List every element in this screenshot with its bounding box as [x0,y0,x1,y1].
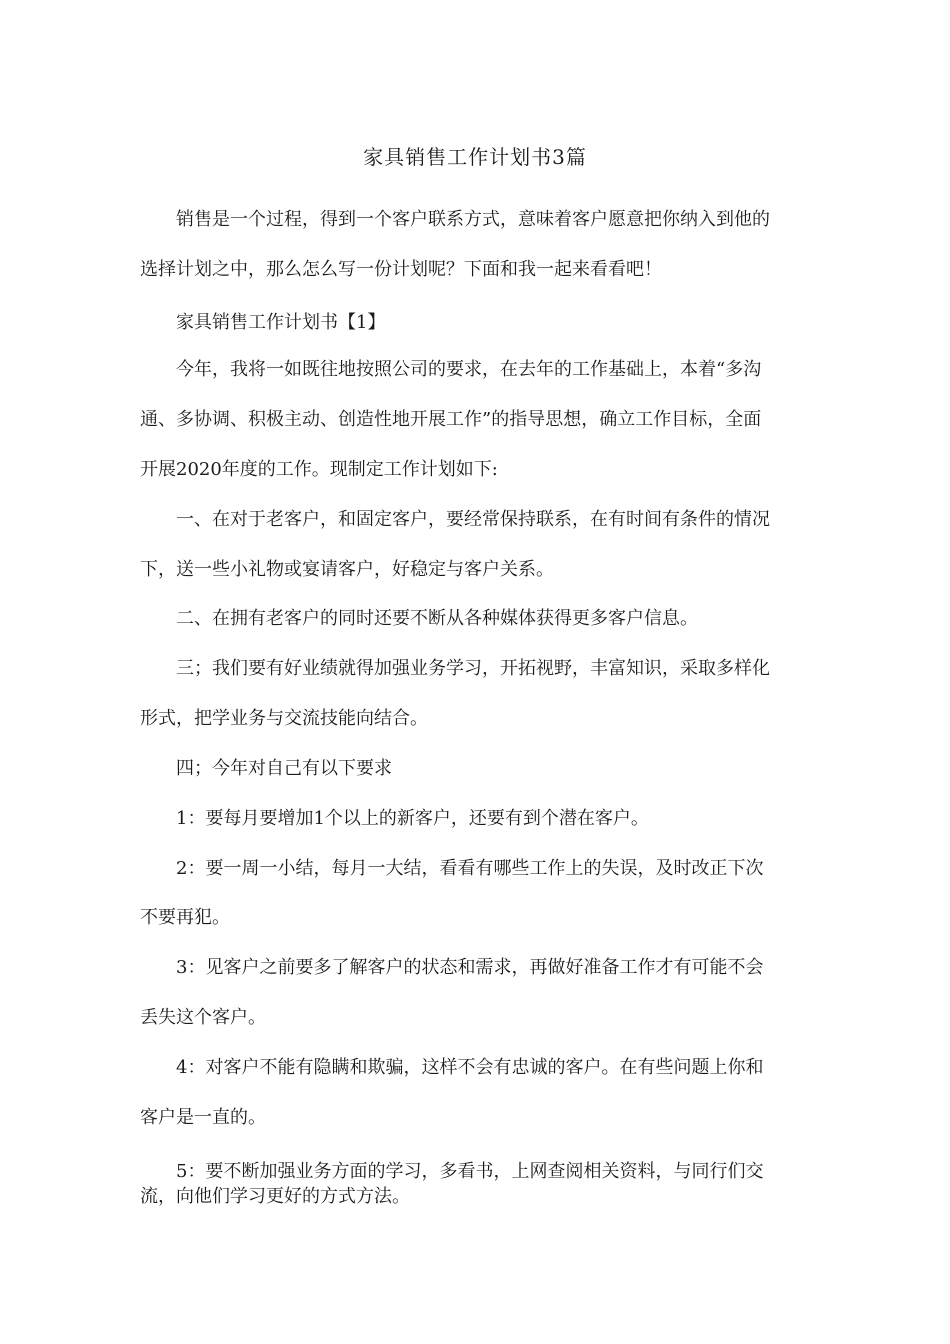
document-title: 家具销售工作计划书3篇 [363,145,587,169]
paragraph-line: 销售是一个过程，得到一个客户联系方式，意味着客户愿意把你纳入到他的 [176,209,770,230]
paragraph-line: 形式，把学业务与交流技能向结合。 [140,708,428,729]
paragraph-line: 三；我们要有好业绩就得加强业务学习，开拓视野，丰富知识，采取多样化 [176,658,770,679]
section-heading: 家具销售工作计划书【1】 [176,312,386,333]
paragraph-line: 3：见客户之前要多了解客户的状态和需求，再做好准备工作才有可能不会 [176,957,764,978]
paragraph-line: 4：对客户不能有隐瞒和欺骗，这样不会有忠诚的客户。在有些问题上你和 [176,1057,764,1078]
paragraph-line: 今年，我将一如既往地按照公司的要求，在去年的工作基础上，本着“多沟 [176,359,762,380]
paragraph-line: 1：要每月要增加1个以上的新客户，还要有到个潜在客户。 [176,808,649,829]
paragraph-line: 开展2020年度的工作。现制定工作计划如下: [140,459,498,480]
paragraph-line: 四；今年对自己有以下要求 [176,758,392,779]
document-body [140,0,820,1344]
paragraph-line: 丢失这个客户。 [140,1007,266,1028]
paragraph-line: 二、在拥有老客户的同时还要不断从各种媒体获得更多客户信息。 [176,608,698,629]
paragraph-line: 选择计划之中，那么怎么写一份计划呢？下面和我一起来看看吧！ [140,259,662,280]
paragraph-line: 流，向他们学习更好的方式方法。 [140,1186,410,1207]
paragraph-line: 5：要不断加强业务方面的学习，多看书，上网查阅相关资料，与同行们交 [176,1161,764,1182]
paragraph-line: 一、在对于老客户，和固定客户，要经常保持联系，在有时间有条件的情况 [176,509,770,530]
paragraph-line: 2：要一周一小结，每月一大结，看看有哪些工作上的失误，及时改正下次 [176,858,764,879]
paragraph-line: 不要再犯。 [140,907,230,928]
paragraph-line: 下，送一些小礼物或宴请客户，好稳定与客户关系。 [140,559,554,580]
paragraph-line: 通、多协调、积极主动、创造性地开展工作”的指导思想，确立工作目标，全面 [140,409,762,430]
paragraph-line: 客户是一直的。 [140,1107,266,1128]
